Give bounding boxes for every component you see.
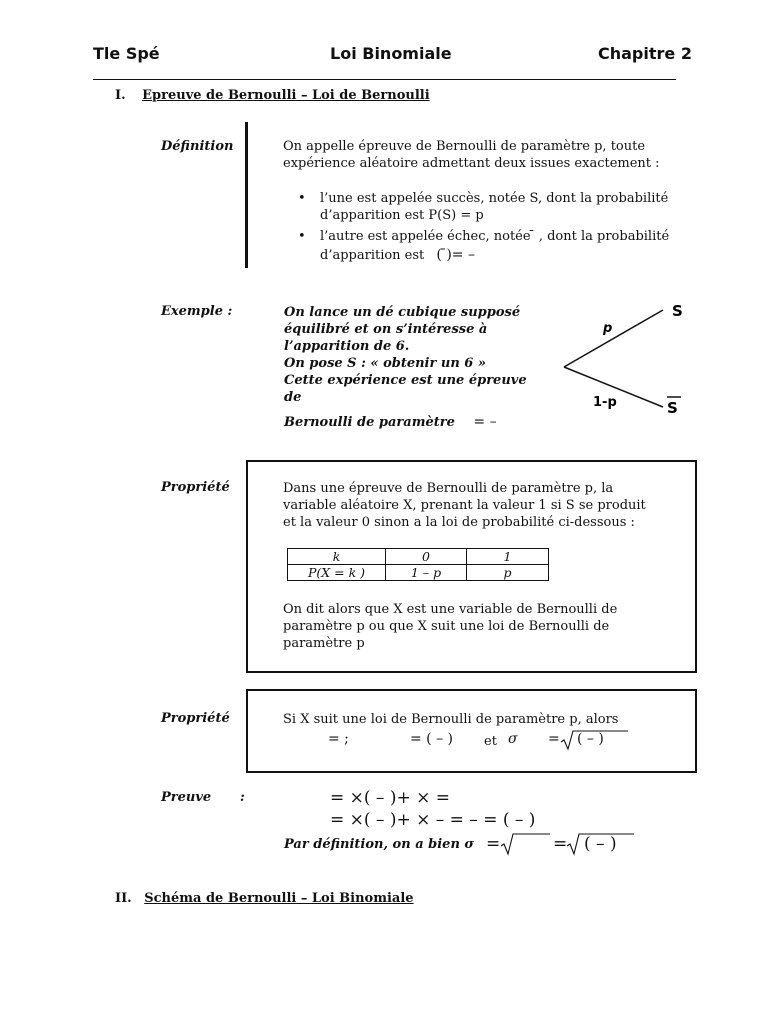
table-cell: 0 xyxy=(386,549,467,565)
bullet-failure-line-2: d’apparition est xyxy=(320,248,425,263)
section-1-title: Epreuve de Bernoulli – Loi de Bernoulli xyxy=(142,88,430,103)
proof-line-3-body: ( – ) xyxy=(584,834,617,854)
proof-line-3-eq2: = xyxy=(553,834,568,854)
bernoulli-law-table xyxy=(287,548,549,581)
proof-line-1: = ×( – )+ × = xyxy=(330,788,451,808)
property-1-line-1: Dans une épreuve de Bernoulli de paramètre p, la xyxy=(283,481,614,496)
property-1-line-3: et la valeur 0 sinon a la loi de probabilité ci-dessous : xyxy=(283,515,635,530)
bullet-failure xyxy=(298,228,698,264)
section-1-heading xyxy=(115,88,430,103)
table-cell: P(X = k ) xyxy=(288,565,386,581)
tree-prob-q: 1-p xyxy=(593,395,617,410)
example-line: On lance un dé cubique supposé xyxy=(284,305,521,320)
section-2-heading xyxy=(115,891,414,906)
bullet-success-line-1: l’une est appelée succès, notée S, dont la probabilité xyxy=(320,191,669,206)
tree-label-failure: S xyxy=(667,399,678,417)
example-last-line: Bernoulli de paramètre xyxy=(284,415,455,430)
std-formula-equal: = xyxy=(548,731,560,747)
tree-label-success: S xyxy=(672,302,683,320)
sigma-symbol: σ xyxy=(508,731,518,747)
table-cell: k xyxy=(288,549,386,565)
definition-label: Définition xyxy=(161,139,234,154)
et-word: et xyxy=(484,734,497,749)
header-title: Loi Binomiale xyxy=(330,44,452,63)
example-text xyxy=(284,304,544,431)
example-line: l’apparition de 6. xyxy=(284,339,410,354)
header-rule xyxy=(93,79,676,80)
table-cell: 1 xyxy=(467,549,549,565)
definition-line-1: On appelle épreuve de Bernoulli de paramètre p, toute xyxy=(283,139,646,154)
property-1-text xyxy=(283,480,683,531)
tree-prob-p: p xyxy=(603,321,613,336)
property-1-line-5: paramètre p ou que X suit une loi de Bernoulli de xyxy=(283,619,610,634)
property-1-conclusion xyxy=(283,601,683,652)
property-1-line-6: paramètre p xyxy=(283,636,365,651)
definition-text xyxy=(283,138,683,172)
failure-probability-formula: ( ̄)= – xyxy=(436,247,475,263)
bullet-dot: • xyxy=(298,229,306,244)
example-parameter-formula: = – xyxy=(473,414,497,430)
definition-bullets xyxy=(298,190,698,264)
definition-bar xyxy=(245,122,248,268)
proof-line-3-eq1: = xyxy=(486,834,501,854)
property-2-label: Propriété xyxy=(161,711,230,726)
table-row xyxy=(288,565,549,581)
property-1-label: Propriété xyxy=(161,480,230,495)
section-2-title: Schéma de Bernoulli – Loi Binomiale xyxy=(144,891,414,906)
table-row xyxy=(288,549,549,565)
example-line: Cette expérience est une épreuve de xyxy=(284,373,527,405)
bullet-success-line-2: d’apparition est P(S) = p xyxy=(320,208,484,223)
property-1-line-2: variable aléatoire X, prenant la valeur 1 si S se produit xyxy=(283,498,646,513)
proof-line-2: = ×( – )+ × – = – = ( – ) xyxy=(330,810,536,830)
proof-label: Preuve xyxy=(161,790,212,805)
definition-line-2: expérience aléatoire admettant deux issues exactement : xyxy=(283,156,660,171)
header-chapter: Chapitre 2 xyxy=(598,44,692,63)
example-line: équilibré et on s’intéresse à xyxy=(284,322,488,337)
example-line: On pose S : « obtenir un 6 » xyxy=(284,356,486,371)
table-cell: p xyxy=(467,565,549,581)
proof-line-3-text: Par définition, on a bien σ xyxy=(284,837,475,852)
bullet-success xyxy=(298,190,698,224)
header-left: Tle Spé xyxy=(93,44,160,63)
bullet-dot: • xyxy=(298,191,306,206)
table-cell: 1 – p xyxy=(386,565,467,581)
proof-colon: : xyxy=(240,790,245,805)
property-1-line-4: On dit alors que X est une variable de Bernoulli de xyxy=(283,602,618,617)
example-label: Exemple : xyxy=(161,304,233,319)
std-formula-body: ( – ) xyxy=(577,731,604,747)
probability-tree xyxy=(555,295,695,425)
property-2-line-1: Si X suit une loi de Bernoulli de paramètre p, alors xyxy=(283,712,619,727)
section-2-number: II. xyxy=(115,891,132,906)
tree-branch-success xyxy=(564,310,663,367)
bullet-failure-line-1: l’autre est appelée échec, notée ̄ , dont la probabilité xyxy=(320,229,670,244)
expectation-formula: = ; xyxy=(328,731,349,747)
section-1-number: I. xyxy=(115,88,126,103)
sqrt-sign xyxy=(500,832,552,856)
variance-formula: = ( – ) xyxy=(410,731,454,747)
